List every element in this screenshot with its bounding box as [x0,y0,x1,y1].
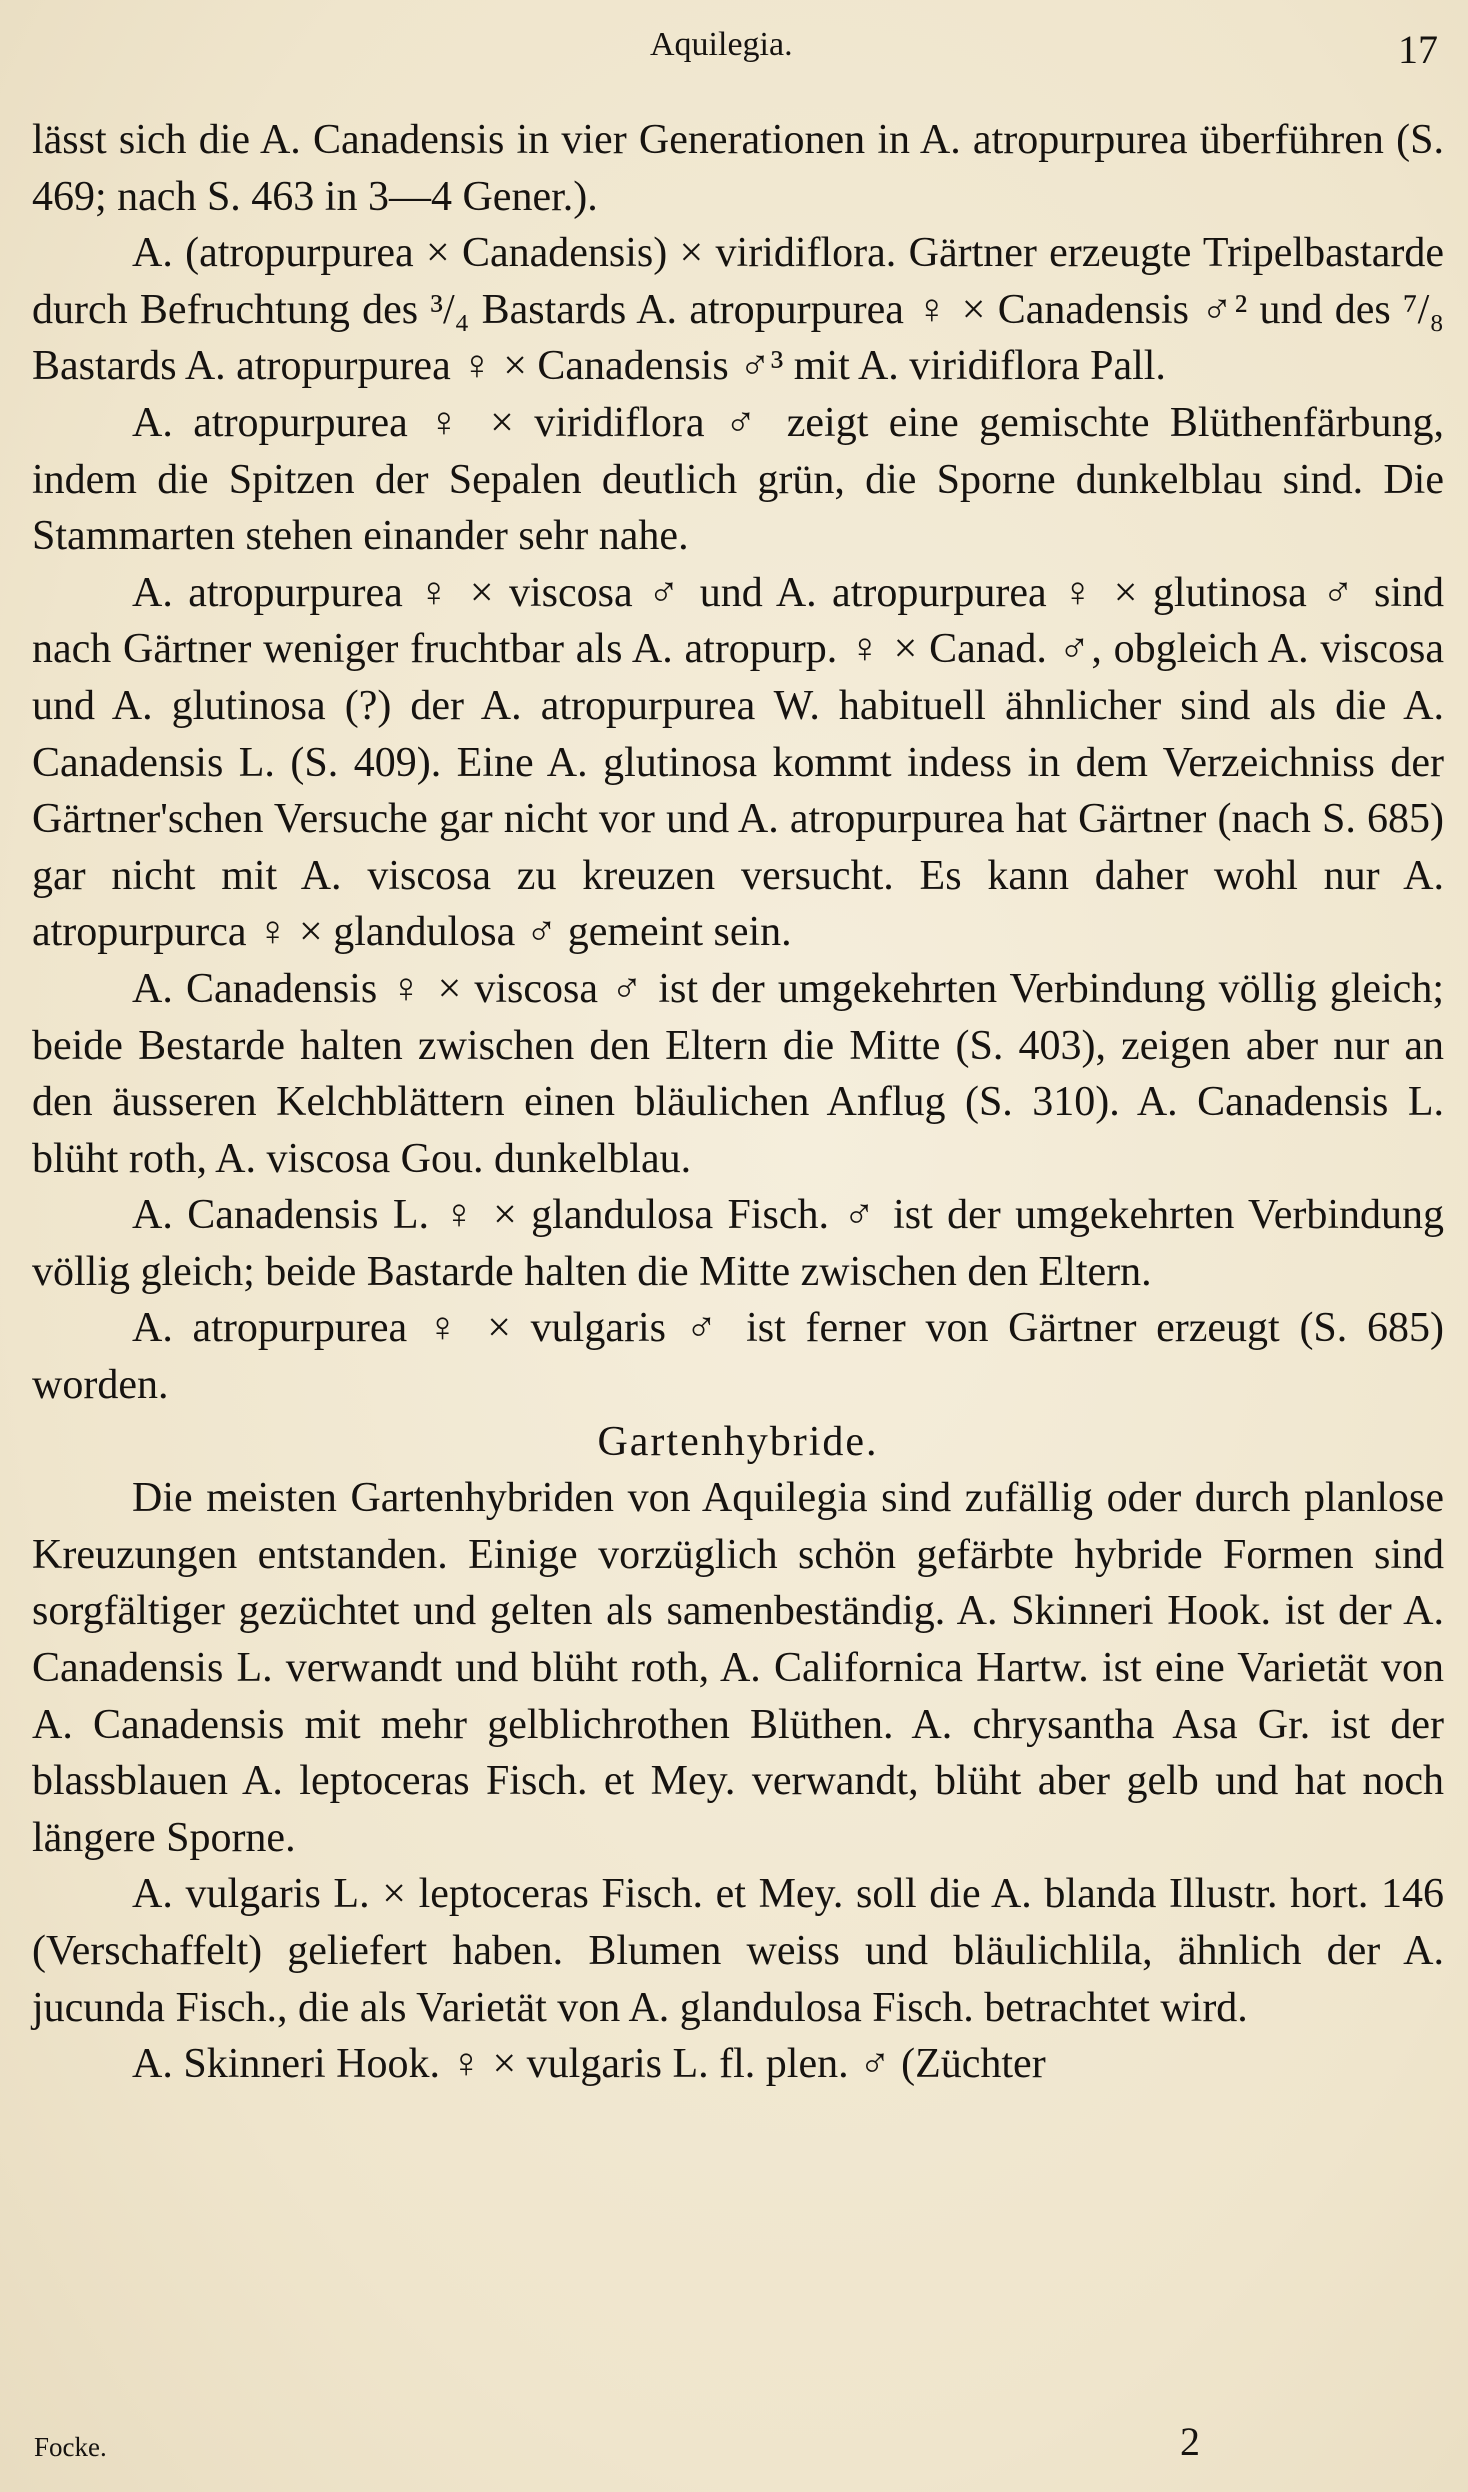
section-heading: Gartenhybride. [597,1418,879,1465]
paragraph: A. Canadensis L. ♀ × glandulosa Fisch. ♂ ist der umgekehrten Verbindung völlig gleich; beide Bastarde halten die Mitte zwischen den Eltern. [32,1192,1444,1295]
paragraph: A. atropurpurea ♀ × viridiflora ♂ zeigt eine gemischte Blüthenfärbung, indem die Spitzen der Sepalen deutlich grün, die Sporne dunkelblau sind. Die Stammarten stehen einander sehr nahe. [32,399,1444,560]
paragraph: lässt sich die A. Canadensis in vier Generationen in A. atropurpurea überführen (S. 469; nach S. 463 in 3—4 Gener.). [32,117,1444,220]
running-title: Aquilegia. [650,26,793,63]
signature-mark: 2 [1180,2419,1200,2464]
body-text [32,112,1444,2093]
paragraph: A. Skinneri Hook. ♀ × vulgaris L. fl. plen. ♂ (Züchter [132,2041,1046,2088]
paragraph: A. atropurpurea ♀ × viscosa ♂ und A. atropurpurea ♀ × glutinosa ♂ sind nach Gärtner weniger fruchtbar als A. atropurp. ♀ × Canad. ♂, obgleich A. viscosa und A. glutinosa (?) der A. atropurpurea W. habituell ähnlicher sind als die A. Canadensis L. (S. 409). Eine A. glutinosa kommt indess in dem Verzeichniss der Gärtner'schen Versuche gar nicht vor und A. atropurpurea hat Gärtner (nach S. 685) gar nicht mit A. viscosa zu kreuzen versucht. Es kann daher wohl nur A. atropurpurca ♀ × glandulosa ♂ gemeint sein. [32,569,1444,956]
paragraph: Die meisten Gartenhybriden von Aquilegia sind zufällig oder durch planlose Kreuzungen entstanden. Einige vorzüglich schön gefärbte hybride Formen sind sorgfältiger gezüchtet und gelten als samenbeständig. A. Skinneri Hook. ist der A. Canadensis L. verwandt und blüht roth, A. Californica Hartw. ist eine Varietät von A. Canadensis mit mehr gelblichrothen Blüthen. A. chrysantha Asa Gr. ist der blassblauen A. leptoceras Fisch. et Mey. verwandt, blüht aber gelb und hat noch längere Sporne. [32,1475,1444,1861]
paragraph: A. (atropurpurea × Canadensis) × viridiflora. Gärtner erzeugte Tripelbastarde durch Befruchtung des ³/₄ Bastards A. atropurpurea ♀ × Canadensis ♂² und des ⁷/₈ Bastards A. atropurpurea ♀ × Canadensis ♂³ mit A. viridiflora Pall. [32,230,1444,390]
page-number: 17 [1398,27,1438,72]
paragraph: A. atropurpurea ♀ × vulgaris ♂ ist ferner von Gärtner erzeugt (S. 685) worden. [32,1305,1444,1409]
page-header [0,18,1468,78]
page-footer [0,2418,1468,2478]
paragraph: A. vulgaris L. × leptoceras Fisch. et Mey. soll die A. blanda Illustr. hort. 146 (Verschaffelt) geliefert haben. Blumen weiss und bläulichlila, ähnlich der A. jucunda Fisch., die als Varietät von A. glandulosa Fisch. betrachtet wird. [32,1871,1444,2031]
paragraph: A. Canadensis ♀ × viscosa ♂ ist der umgekehrten Verbindung völlig gleich; beide Bestarde halten zwischen den Eltern die Mitte (S. 403), zeigen aber nur an den äusseren Kelchblättern einen bläulichen Anflug (S. 310). A. Canadensis L. blüht roth, A. viscosa Gou. dunkelblau. [32,965,1444,1182]
footer-author: Focke. [34,2432,107,2462]
